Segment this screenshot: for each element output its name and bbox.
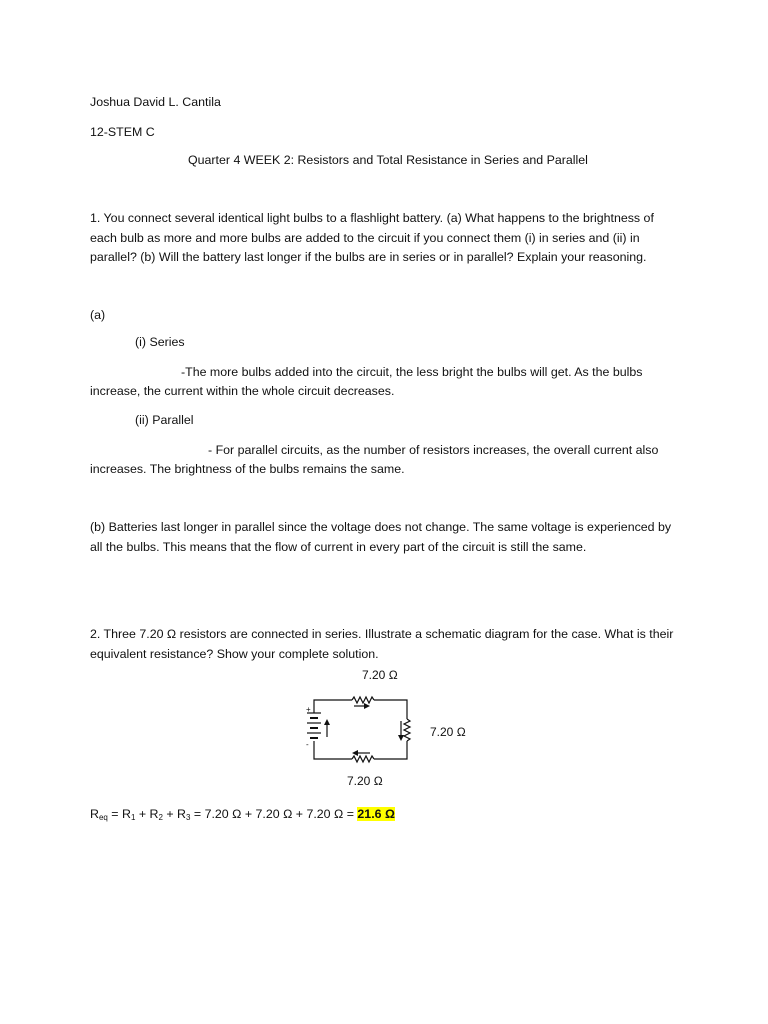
wire-bottom-left [314, 741, 352, 759]
question-1-text: 1. You connect several identical light bulbs to a flashlight battery. (a) What happens to the brightness of each bulb as more and more bulbs are added to the circuit if you connect them (i) in series and (ii) in parallel? (b) Will the battery last longer if the bulbs are in series or in parallel? Explain your reasoning. [90, 211, 654, 264]
req-symbol: R [90, 807, 99, 821]
r2-symbol: R [149, 807, 159, 821]
equals-sign: = [107, 807, 122, 821]
parallel-label: (ii) Parallel [135, 413, 194, 427]
part-b-answer: (b) Batteries last longer in parallel since the voltage does not change. The same voltage is experienced by all the bulbs. This means that the flow of current in every part of the circuit is still the same. [90, 520, 672, 554]
resistor-bottom-icon [352, 756, 374, 762]
plus-sign-2: + [162, 807, 178, 821]
req-subscript: eq [98, 813, 108, 822]
question-2-text: 2. Three 7.20 Ω resistors are connected in series. Illustrate a schematic diagram for the case. What is their equivalent resistance? Show your complete solution. [90, 627, 674, 661]
right-resistor-label: 7.20 Ω [430, 725, 466, 739]
parallel-answer-line-1: - For parallel circuits, as the number of resistors increases, the overall current also [208, 443, 659, 457]
bottom-resistor-label: 7.20 Ω [347, 774, 383, 788]
battery-minus-label: - [306, 740, 309, 749]
equivalent-resistance-solution [90, 807, 395, 821]
parallel-answer-line-2: increases. The brightness of the bulbs remains the same. [90, 462, 405, 476]
resistor-top-icon [352, 697, 374, 703]
worksheet-title: Quarter 4 WEEK 2: Resistors and Total Resistance in Series and Parallel [188, 153, 588, 167]
series-answer-line-1: -The more bulbs added into the circuit, the less bright the bulbs will get. As the bulbs [181, 365, 643, 379]
wire-top-left [314, 700, 352, 713]
battery-plus-label: + [306, 705, 311, 714]
plus-sign-1: + [135, 807, 150, 821]
battery-icon [307, 713, 321, 738]
r1-symbol: R [121, 807, 131, 821]
r3-subscript: 3 [186, 813, 191, 822]
series-label: (i) Series [135, 335, 185, 349]
r1-subscript: 1 [130, 813, 136, 822]
student-section: 12-STEM C [90, 125, 155, 139]
part-a-label: (a) [90, 308, 106, 322]
computation-text: = 7.20 Ω + 7.20 Ω + 7.20 Ω = [190, 807, 358, 821]
r2-subscript: 2 [158, 813, 163, 822]
highlighted-answer: 21.6 Ω [357, 807, 395, 821]
r3-symbol: R [177, 807, 186, 821]
wire-bottom-right [374, 741, 407, 759]
series-circuit-diagram [300, 665, 480, 790]
series-answer-line-2: increase, the current within the whole circuit decreases. [90, 384, 395, 398]
student-name: Joshua David L. Cantila [90, 95, 221, 109]
resistor-right-icon [404, 719, 410, 741]
wire-top-right [374, 700, 407, 719]
top-resistor-label: 7.20 Ω [362, 668, 398, 682]
